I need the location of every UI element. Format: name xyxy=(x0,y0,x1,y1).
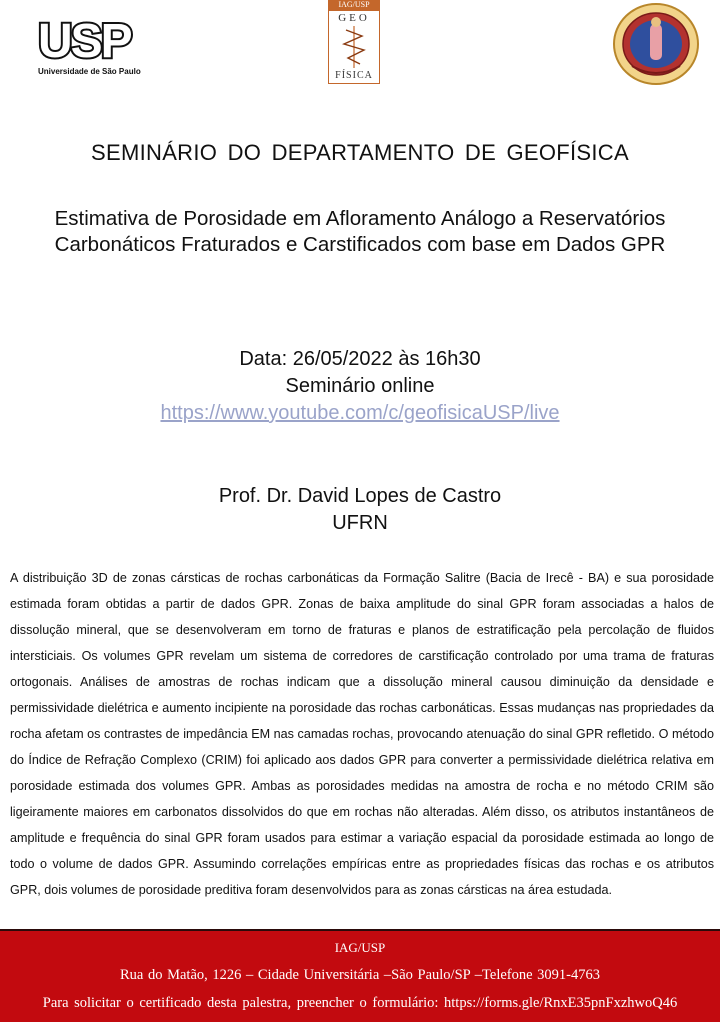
footer-address: Rua do Matão, 1226 – Cidade Universitária –São Paulo/SP –Telefone 3091-4763 xyxy=(119,967,601,983)
youtube-live-link[interactable]: https://www.youtube.com/c/geofisicaUSP/live xyxy=(160,402,560,424)
geo-logo-line1: GEO xyxy=(338,12,370,24)
abstract-text: A distribuição 3D de zonas cársticas de rochas carbonáticas da Formação Salitre (Bacia de Irecê - BA) e sua porosidade estimada foram obtidas a partir de dados GPR. Zonas de baixa amplitude do sinal GPR foram associadas a halos de dissolução mineral, que se desenvolveram em torno de fraturas e planos de estratificação pela percolação de fluidos intersticiais. Os volumes GPR revelam um sistema de corredores de carstificação controlado por uma trama de fraturas ortogonais. Análises de amostras de rochas indicam que a dissolução mineral causou diminuição da densidade e permissividade dielétrica e aumento incipiente na porosidade das rochas carbonáticas. Essas mudanças nas propriedades da rocha afetam os contrastes de impedância EM nas camadas rochas, provocando atenuação do sinal GPR refletido. O método do Índice de Refração Complexo (CRIM) foi aplicado aos dados GPR para converter a permissividade dielétrica relativa em porosidade estimada dos volumes GPR. Ambas as porosidades medidas na amostra de rocha e no método CRIM são ligeiramente maiores em carbonatos dissolvidos do que em rochas não alteradas. Além disso, os atributos instantâneos de amplitude e frequência do sinal GPR foram usados para estimar a variação espacial da porosidade estimada ao longo de todo o volume de dados GPR. Assumindo correlações empíricas entre as propriedades físicas das rochas e os atributos GPR, dois volumes de porosidade preditiva foram desenvolvidos para as zonas cársticas na área estudada. xyxy=(10,571,714,897)
observatory-seal xyxy=(612,2,700,86)
seminar-title: SEMINÁRIO DO DEPARTAMENTO DE GEOFÍSICA xyxy=(91,140,629,165)
speaker-info xyxy=(0,483,720,537)
seismic-wave-icon xyxy=(336,26,372,68)
talk-title xyxy=(0,206,720,258)
geo-logo-top: IAG/USP xyxy=(328,0,380,10)
event-mode: Seminário online xyxy=(285,375,435,397)
geo-logo-line2: FÍSICA xyxy=(335,70,373,81)
footer-certificate-note: Para solicitar o certificado desta palestra, preencher o formulário: https://forms.gle/RnxE35pnFxzhwoQ46 xyxy=(42,995,678,1011)
speaker-name: Prof. Dr. David Lopes de Castro xyxy=(218,485,502,507)
talk-title-line1: Estimativa de Porosidade em Afloramento Análogo a Reservatórios xyxy=(54,207,666,230)
event-info xyxy=(0,346,720,427)
geofisica-logo xyxy=(328,0,380,84)
usp-subtitle: Universidade de São Paulo xyxy=(38,67,141,76)
speaker-affiliation: UFRN xyxy=(332,512,388,534)
event-date: Data: 26/05/2022 às 16h30 xyxy=(239,348,481,370)
usp-logo xyxy=(38,15,154,78)
usp-wordmark: USP xyxy=(38,15,131,68)
talk-title-line2: Carbonáticos Fraturados e Carstificados com base em Dados GPR xyxy=(54,233,666,256)
footer-org: IAG/USP xyxy=(334,940,386,955)
footer-bar xyxy=(0,929,720,1022)
